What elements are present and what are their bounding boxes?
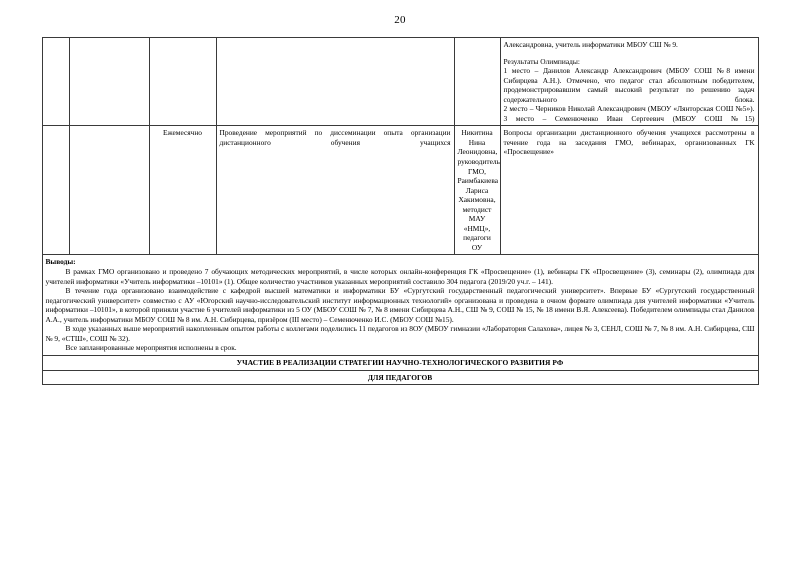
description-text: Проведение мероприятий по диссеминации опыта организации дистанционного обучения учащихся (219, 128, 451, 147)
result-line-place-1: 1 место – Данилов Александр Александрович (МБОУ СОШ №8 имени Сибирцева А.Н.). Отмечено, что педагог стал абсолютным победителем, продемонстрировавшим самый высокий результат по решению задач содержательного блока. (503, 66, 755, 104)
table-row-conclusions (42, 255, 758, 355)
cell-direction-monthly (69, 126, 149, 255)
conclusions-paragraph-1: В рамках ГМО организовано и проведено 7 обучающих методических мероприятий, в числе которых онлайн-конференция ГК «Просвещение» (1), вебинары ГК «Просвещение» (3), семинары (2), олимпиада для учителей информатики «Учитель информатики –10101» (1). Общее количество участников указанных мероприятий составило 304 педагога (2019/20 уч.г. – 141). (45, 267, 755, 286)
conclusions-paragraph-3: В ходе указанных выше мероприятий накопленным опытом работы с коллегами поделились 11 педагогов из 8ОУ (МБОУ гимназии «Лаборатория Салахова», лицея № 3, СЕНЛ, СОШ № 7, № 8 им. А.Н. Сибирцева, СШ № 9, «СТШ», СОШ № 32). (45, 324, 755, 343)
cell-period-monthly: Ежемесячно (149, 126, 216, 255)
table-row-section-subheading (42, 370, 758, 385)
table-row-section-heading (42, 355, 758, 370)
conclusions-paragraph-2: В течение года организовано взаимодействие с кафедрой высшей математики и информатики БУ «Сургутский государственный педагогический университет». Впервые БУ «Сургутский государственный педагогический университет» совместно с АУ «Югорский научно-исследовательский институт информационных технологий» организована и проведена в очном формате олимпиада для учителей информатики «Учитель информатики –10101», в которой приняли участие 6 учителей информатики из 5 ОУ (МБОУ СОШ № 7, № 8 имени Сибирцева А.Н., СШ № 9, СОШ № 15, № 18 имени В.Я. Алексеева). Победителем олимпиады стал Данилов А.А., учитель информатики МБОУ СОШ № 8 им. А.Н. Сибирцева, призёром (III место) – Семенюченко И.С. (МБОУ СОШ №15). (45, 286, 755, 324)
cell-result-monthly (500, 126, 758, 255)
cell-result-continued (500, 38, 758, 126)
cell-description-monthly (216, 126, 454, 255)
cell-period-continued (149, 38, 216, 126)
result-line-olympiad-title: Результаты Олимпиады: (503, 56, 580, 66)
people-line-7: педагоги ОУ (463, 233, 491, 252)
cell-description-continued (216, 38, 454, 126)
people-line-4: Раимбакиева (457, 176, 499, 186)
people-line-1: Никитина (461, 128, 493, 138)
section-heading: УЧАСТИЕ В РЕАЛИЗАЦИИ СТРАТЕГИИ НАУЧНО-ТЕХНОЛОГИЧЕСКОГО РАЗВИТИЯ РФ (42, 355, 758, 370)
people-line-6: методист МАУ «НМЦ», (462, 204, 492, 233)
result-text-monthly: Вопросы организации дистанционного обучения учащихся рассмотрены в течение года на заседания ГМО, вебинарах, организованных ГК «Просвещение» (503, 128, 755, 157)
cell-conclusions (42, 255, 758, 355)
result-line-intro: Александровна, учитель информатики МБОУ СШ № 9. (503, 40, 678, 49)
cell-people-continued (454, 38, 500, 126)
table-row-continued (42, 38, 758, 126)
conclusions-title: Выводы: (45, 257, 76, 267)
cell-direction-continued (69, 38, 149, 126)
page-number: 20 (394, 14, 406, 26)
result-line-place-2: 2 место – Черников Николай Александрович (МБОУ «Лянторская СОШ №5»). (503, 104, 755, 114)
cell-number-continued (42, 38, 69, 126)
conclusions-paragraph-4: Все запланированные мероприятия исполнены в срок. (65, 343, 237, 353)
section-subheading: ДЛЯ ПЕДАГОГОВ (42, 370, 758, 385)
people-line-3: руководитель ГМО, (457, 157, 500, 176)
cell-number-monthly (42, 126, 69, 255)
result-line-place-3: 3 место – Семенюченко Иван Сергеевич (МБОУ СОШ №15) (503, 113, 755, 123)
cell-people-monthly (454, 126, 500, 255)
people-line-2: Нина Леонидовна, (457, 137, 498, 157)
paragraph-spacer (504, 50, 755, 57)
report-table (42, 37, 759, 385)
table-row-monthly (42, 126, 758, 255)
people-line-5: Лариса Хакимовна, (458, 185, 496, 205)
